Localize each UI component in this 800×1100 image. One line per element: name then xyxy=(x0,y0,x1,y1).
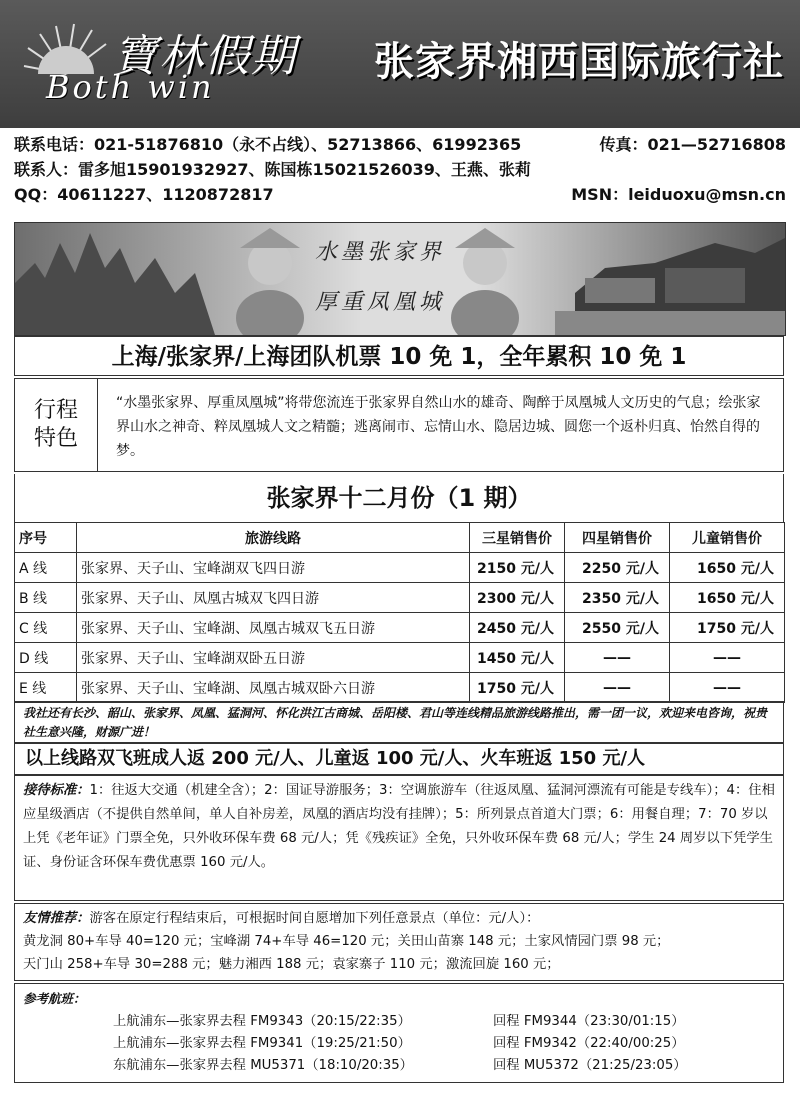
header-four-star: 四星销售价 xyxy=(565,523,670,553)
row-route: 张家界、天子山、凤凰古城双飞四日游 xyxy=(77,583,470,613)
standards-lead: 接待标准： xyxy=(23,783,90,798)
row-child-price: —— xyxy=(670,643,785,673)
row-three-star-price: 2150 元/人 xyxy=(470,553,565,583)
header-banner xyxy=(0,0,800,128)
table-row xyxy=(15,643,785,673)
slogan-2: 厚重凤凰城 xyxy=(315,290,446,315)
flights-title: 参考航班： xyxy=(23,991,86,1006)
recommend-line-2: 天门山 258+车导 30=288 元；魅力湘西 188 元；袁家寨子 110 元；激流回旋 160 元； xyxy=(23,957,560,972)
flight-row xyxy=(23,1011,775,1033)
service-standards xyxy=(14,775,784,901)
flight-return: 回程 FM9344（23:30/01:15） xyxy=(493,1014,685,1029)
flight-row xyxy=(23,1055,775,1077)
header-child: 儿童销售价 xyxy=(670,523,785,553)
other-routes-note: 我社还有长沙、韶山、张家界、凤凰、猛洞河、怀化洪江古商城、岳阳楼、君山等连线精品旅游线路推出，需一团一议，欢迎来电咨询，祝贵社生意兴隆，财源广进！ xyxy=(14,701,784,743)
row-three-star-price: 1750 元/人 xyxy=(470,673,565,703)
row-index: D 线 xyxy=(15,643,77,673)
header-index: 序号 xyxy=(15,523,77,553)
refund-info: 以上线路双飞班成人返 200 元/人、儿童返 100 元/人、火车班返 150 元/人 xyxy=(14,743,784,775)
table-header-row xyxy=(15,523,785,553)
row-route: 张家界、天子山、宝峰湖双飞四日游 xyxy=(77,553,470,583)
row-index: B 线 xyxy=(15,583,77,613)
row-index: E 线 xyxy=(15,673,77,703)
row-index: C 线 xyxy=(15,613,77,643)
row-child-price: 1750 元/人 xyxy=(670,613,785,643)
contact-phone: 联系电话：021-51876810（永不占线）、52713866、61992365 xyxy=(14,135,522,154)
row-child-price: —— xyxy=(670,673,785,703)
header-three-star: 三星销售价 xyxy=(470,523,565,553)
recommend-lead: 友情推荐： xyxy=(23,911,90,926)
row-three-star-price: 2450 元/人 xyxy=(470,613,565,643)
contact-msn: MSN：leiduoxu@msn.cn xyxy=(571,185,786,204)
row-child-price: 1650 元/人 xyxy=(670,553,785,583)
row-route: 张家界、天子山、宝峰湖双卧五日游 xyxy=(77,643,470,673)
flight-row xyxy=(23,1033,775,1055)
table-row xyxy=(15,553,785,583)
features-label-line1: 行程 xyxy=(33,398,78,423)
routes-table xyxy=(14,522,785,703)
optional-attractions xyxy=(14,903,784,981)
company-name: 张家界湘西国际旅行社 xyxy=(374,39,784,85)
scenery-banner xyxy=(14,222,786,336)
row-index: A 线 xyxy=(15,553,77,583)
row-four-star-price: 2550 元/人 xyxy=(565,613,670,643)
table-row xyxy=(15,673,785,703)
logo xyxy=(18,18,318,110)
contact-qq: QQ：40611227、1120872817 xyxy=(14,185,274,204)
flight-outbound: 上航浦东—张家界去程 FM9343（20:15/22:35） xyxy=(113,1014,411,1029)
logo-english-text: Both win xyxy=(46,68,215,106)
contact-info xyxy=(14,132,786,207)
row-child-price: 1650 元/人 xyxy=(670,583,785,613)
contact-people: 联系人：雷多旭15901932927、陈国栋15021526039、王燕、张莉 xyxy=(14,160,531,179)
logo-chinese-text: 寶林假期 xyxy=(113,31,297,82)
standards-text: 1：往返大交通（机建全含）；2：国证导游服务；3：空调旅游车（往返凤凰、猛洞河漂流有可能是专线车）；4：住相应星级酒店（不提供自然单间，单人自补房差，凤凰的酒店均没有挂牌）；5：所列景点首道大门票；6：用餐自理；7：70 岁以上凭《老年证》门票全免，只外收环保车费 68 元/人；凭《残疾证》全免，只外收环保车费 68 元/人；学生 24 周岁以下凭学生证、身份证含环保车费优惠票 160 元/人。 xyxy=(23,783,775,870)
flight-return: 回程 FM9342（22:40/00:25） xyxy=(493,1036,685,1051)
table-row xyxy=(15,613,785,643)
row-four-star-price: —— xyxy=(565,643,670,673)
month-title: 张家界十二月份（1 期） xyxy=(14,474,784,522)
itinerary-features xyxy=(14,378,784,472)
promo-headline: 上海/张家界/上海团队机票 10 免 1，全年累积 10 免 1 xyxy=(14,336,784,376)
row-route: 张家界、天子山、宝峰湖、凤凰古城双飞五日游 xyxy=(77,613,470,643)
recommend-line-1: 黄龙洞 80+车导 40=120 元；宝峰湖 74+车导 46=120 元；关田山苗寨 148 元；土家风情园门票 98 元； xyxy=(23,934,670,949)
flight-outbound: 东航浦东—张家界去程 MU5371（18:10/20:35） xyxy=(113,1058,413,1073)
row-four-star-price: 2250 元/人 xyxy=(565,553,670,583)
features-label xyxy=(15,379,98,471)
features-label-line2: 特色 xyxy=(33,426,78,451)
header-route: 旅游线路 xyxy=(77,523,470,553)
table-row xyxy=(15,583,785,613)
contact-fax: 传真：021—52716808 xyxy=(599,135,786,154)
recommend-intro: 游客在原定行程结束后，可根据时间自愿增加下列任意景点（单位：元/人）： xyxy=(89,911,540,926)
features-text: “水墨张家界、厚重凤凰城”将带您流连于张家界自然山水的雄奇、陶醉于凤凰城人文历史的气息；绘张家界山水之神奇、粹凤凰城人文之精髓；逃离闹市、忘情山水、隐居边城、圆您一个返朴归真、怡然自得的梦。 xyxy=(116,395,761,459)
flight-return: 回程 MU5372（21:25/23:05） xyxy=(493,1058,687,1073)
flight-outbound: 上航浦东—张家界去程 FM9341（19:25/21:50） xyxy=(113,1036,411,1051)
row-four-star-price: —— xyxy=(565,673,670,703)
row-four-star-price: 2350 元/人 xyxy=(565,583,670,613)
reference-flights xyxy=(14,983,784,1083)
row-route: 张家界、天子山、宝峰湖、凤凰古城双卧六日游 xyxy=(77,673,470,703)
row-three-star-price: 2300 元/人 xyxy=(470,583,565,613)
slogan-1: 水墨张家界 xyxy=(315,240,446,265)
row-three-star-price: 1450 元/人 xyxy=(470,643,565,673)
